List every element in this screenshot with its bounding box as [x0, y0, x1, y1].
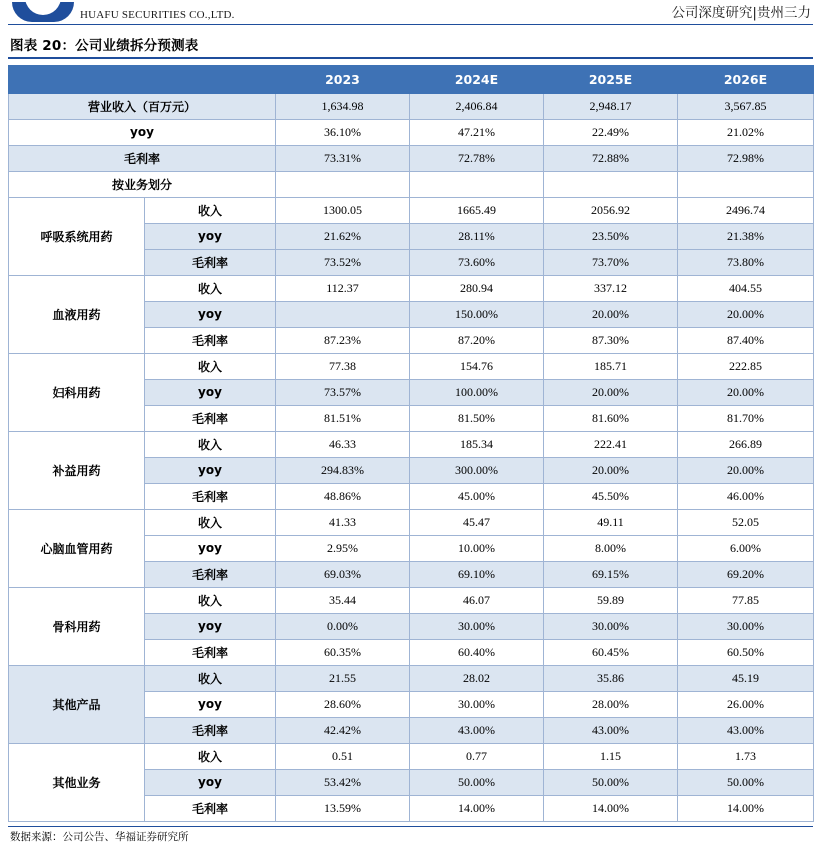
metric-label: 毛利率 — [145, 249, 276, 275]
metric-label: 毛利率 — [145, 717, 276, 743]
group-label: 呼吸系统用药 — [9, 197, 145, 275]
cell-value: 20.00% — [678, 379, 814, 405]
metric-label: yoy — [145, 301, 276, 327]
group-label: 骨科用药 — [9, 587, 145, 665]
cell-value: 20.00% — [678, 457, 814, 483]
cell-value: 87.20% — [410, 327, 544, 353]
table-row — [9, 93, 814, 119]
cell-value: 72.78% — [410, 145, 544, 171]
table-row — [9, 743, 814, 769]
cell-value: 59.89 — [544, 587, 678, 613]
metric-label: 收入 — [145, 509, 276, 535]
cell-value: 50.00% — [678, 769, 814, 795]
cell-value: 43.00% — [678, 717, 814, 743]
table-header — [9, 65, 814, 93]
cell-value: 185.71 — [544, 353, 678, 379]
cell-value: 13.59% — [276, 795, 410, 821]
cell-value: 26.00% — [678, 691, 814, 717]
cell-value: 81.50% — [410, 405, 544, 431]
cell-value: 1300.05 — [276, 197, 410, 223]
cell-value: 60.35% — [276, 639, 410, 665]
cell-value: 81.60% — [544, 405, 678, 431]
page-header — [8, 0, 813, 22]
metric-label: yoy — [145, 691, 276, 717]
cell-value: 69.03% — [276, 561, 410, 587]
group-label: 其他产品 — [9, 665, 145, 743]
cell-value: 21.02% — [678, 119, 814, 145]
footer-divider — [8, 826, 813, 827]
cell-value: 8.00% — [544, 535, 678, 561]
group-label: 其他业务 — [9, 743, 145, 821]
cell-value: 280.94 — [410, 275, 544, 301]
cell-value: 77.38 — [276, 353, 410, 379]
table-row — [9, 665, 814, 691]
row-label: yoy — [9, 119, 276, 145]
cell-value: 73.80% — [678, 249, 814, 275]
table-row — [9, 171, 814, 197]
cell-value: 20.00% — [678, 301, 814, 327]
cell-value: 21.55 — [276, 665, 410, 691]
cell-value: 73.57% — [276, 379, 410, 405]
cell-value: 35.86 — [544, 665, 678, 691]
performance-forecast-table — [8, 65, 814, 822]
row-label: 按业务划分 — [9, 171, 276, 197]
cell-value: 81.70% — [678, 405, 814, 431]
cell-value: 30.00% — [678, 613, 814, 639]
metric-label: yoy — [145, 379, 276, 405]
metric-label: 毛利率 — [145, 483, 276, 509]
cell-value: 14.00% — [410, 795, 544, 821]
cell-value: 337.12 — [544, 275, 678, 301]
cell-value: 45.47 — [410, 509, 544, 535]
cell-value: 22.49% — [544, 119, 678, 145]
company-logo-text: HUAFU SECURITIES CO.,LTD. — [80, 9, 235, 21]
cell-value: 69.20% — [678, 561, 814, 587]
cell-value: 50.00% — [410, 769, 544, 795]
cell-value: 45.00% — [410, 483, 544, 509]
table-row — [9, 509, 814, 535]
cell-value: 46.33 — [276, 431, 410, 457]
metric-label: 收入 — [145, 353, 276, 379]
cell-value: 47.21% — [410, 119, 544, 145]
metric-label: yoy — [145, 457, 276, 483]
cell-value: 0.00% — [276, 613, 410, 639]
huafu-logo-icon — [12, 2, 74, 22]
cell-value — [678, 171, 814, 197]
cell-value: 0.51 — [276, 743, 410, 769]
cell-value — [544, 171, 678, 197]
cell-value: 46.07 — [410, 587, 544, 613]
group-label: 妇科用药 — [9, 353, 145, 431]
cell-value: 28.02 — [410, 665, 544, 691]
cell-value: 87.40% — [678, 327, 814, 353]
metric-label: 毛利率 — [145, 795, 276, 821]
cell-value: 1.15 — [544, 743, 678, 769]
cell-value: 53.42% — [276, 769, 410, 795]
table-row — [9, 431, 814, 457]
source-note: 数据来源：公司公告、华福证券研究所 — [10, 830, 189, 843]
cell-value: 48.86% — [276, 483, 410, 509]
cell-value: 20.00% — [544, 379, 678, 405]
cell-value: 150.00% — [410, 301, 544, 327]
row-label: 毛利率 — [9, 145, 276, 171]
cell-value: 20.00% — [544, 457, 678, 483]
cell-value: 52.05 — [678, 509, 814, 535]
cell-value: 222.85 — [678, 353, 814, 379]
group-label: 心脑血管用药 — [9, 509, 145, 587]
cell-value: 43.00% — [410, 717, 544, 743]
metric-label: yoy — [145, 613, 276, 639]
cell-value: 60.45% — [544, 639, 678, 665]
header-cell-2024e: 2024E — [410, 65, 544, 93]
metric-label: 收入 — [145, 587, 276, 613]
cell-value: 30.00% — [410, 691, 544, 717]
cell-value: 2056.92 — [544, 197, 678, 223]
header-divider — [8, 24, 813, 25]
row-label: 营业收入（百万元） — [9, 93, 276, 119]
cell-value: 404.55 — [678, 275, 814, 301]
cell-value: 300.00% — [410, 457, 544, 483]
cell-value: 60.40% — [410, 639, 544, 665]
table-body — [9, 93, 814, 821]
metric-label: 毛利率 — [145, 561, 276, 587]
metric-label: 收入 — [145, 197, 276, 223]
cell-value: 6.00% — [678, 535, 814, 561]
group-label: 血液用药 — [9, 275, 145, 353]
cell-value: 30.00% — [544, 613, 678, 639]
metric-label: 收入 — [145, 275, 276, 301]
cell-value: 43.00% — [544, 717, 678, 743]
table-row — [9, 145, 814, 171]
metric-label: yoy — [145, 769, 276, 795]
cell-value: 30.00% — [410, 613, 544, 639]
cell-value: 0.77 — [410, 743, 544, 769]
metric-label: 毛利率 — [145, 327, 276, 353]
header-breadcrumb: 公司深度研究|贵州三力 — [671, 5, 811, 21]
cell-value: 2496.74 — [678, 197, 814, 223]
cell-value — [276, 171, 410, 197]
metric-label: 毛利率 — [145, 639, 276, 665]
cell-value: 41.33 — [276, 509, 410, 535]
cell-value: 2,948.17 — [544, 93, 678, 119]
cell-value: 49.11 — [544, 509, 678, 535]
cell-value: 21.62% — [276, 223, 410, 249]
group-label: 补益用药 — [9, 431, 145, 509]
cell-value: 14.00% — [544, 795, 678, 821]
cell-value: 35.44 — [276, 587, 410, 613]
cell-value: 77.85 — [678, 587, 814, 613]
figure-title: 图表 20：公司业绩拆分预测表 — [10, 38, 199, 54]
cell-value: 73.70% — [544, 249, 678, 275]
table-row — [9, 353, 814, 379]
cell-value: 14.00% — [678, 795, 814, 821]
cell-value: 185.34 — [410, 431, 544, 457]
cell-value: 1,634.98 — [276, 93, 410, 119]
cell-value: 10.00% — [410, 535, 544, 561]
metric-label: 收入 — [145, 431, 276, 457]
company-logo — [8, 2, 235, 22]
table-header-row — [9, 65, 814, 93]
cell-value: 45.50% — [544, 483, 678, 509]
figure-title-divider — [8, 57, 813, 59]
cell-value: 42.42% — [276, 717, 410, 743]
metric-label: 收入 — [145, 743, 276, 769]
cell-value: 1.73 — [678, 743, 814, 769]
metric-label: 收入 — [145, 665, 276, 691]
cell-value: 69.15% — [544, 561, 678, 587]
cell-value: 36.10% — [276, 119, 410, 145]
cell-value: 28.11% — [410, 223, 544, 249]
cell-value: 28.60% — [276, 691, 410, 717]
cell-value: 294.83% — [276, 457, 410, 483]
metric-label: yoy — [145, 223, 276, 249]
cell-value: 81.51% — [276, 405, 410, 431]
cell-value: 73.31% — [276, 145, 410, 171]
cell-value: 69.10% — [410, 561, 544, 587]
cell-value: 3,567.85 — [678, 93, 814, 119]
cell-value: 222.41 — [544, 431, 678, 457]
header-cell-2026e: 2026E — [678, 65, 814, 93]
metric-label: 毛利率 — [145, 405, 276, 431]
cell-value: 72.88% — [544, 145, 678, 171]
header-cell-2025e: 2025E — [544, 65, 678, 93]
cell-value: 100.00% — [410, 379, 544, 405]
cell-value: 2,406.84 — [410, 93, 544, 119]
cell-value: 23.50% — [544, 223, 678, 249]
cell-value: 87.23% — [276, 327, 410, 353]
cell-value: 112.37 — [276, 275, 410, 301]
cell-value: 20.00% — [544, 301, 678, 327]
table-row — [9, 587, 814, 613]
cell-value: 28.00% — [544, 691, 678, 717]
header-cell-2023: 2023 — [276, 65, 410, 93]
cell-value: 46.00% — [678, 483, 814, 509]
metric-label: yoy — [145, 535, 276, 561]
cell-value: 266.89 — [678, 431, 814, 457]
cell-value: 73.52% — [276, 249, 410, 275]
cell-value: 21.38% — [678, 223, 814, 249]
cell-value — [410, 171, 544, 197]
cell-value: 154.76 — [410, 353, 544, 379]
table-row — [9, 275, 814, 301]
cell-value: 45.19 — [678, 665, 814, 691]
page-footer — [8, 826, 813, 844]
table-row — [9, 119, 814, 145]
table-row — [9, 197, 814, 223]
cell-value: 1665.49 — [410, 197, 544, 223]
cell-value: 87.30% — [544, 327, 678, 353]
cell-value — [276, 301, 410, 327]
cell-value: 72.98% — [678, 145, 814, 171]
cell-value: 2.95% — [276, 535, 410, 561]
cell-value: 60.50% — [678, 639, 814, 665]
header-cell-label — [9, 65, 145, 93]
cell-value: 73.60% — [410, 249, 544, 275]
header-cell-metric — [145, 65, 276, 93]
cell-value: 50.00% — [544, 769, 678, 795]
